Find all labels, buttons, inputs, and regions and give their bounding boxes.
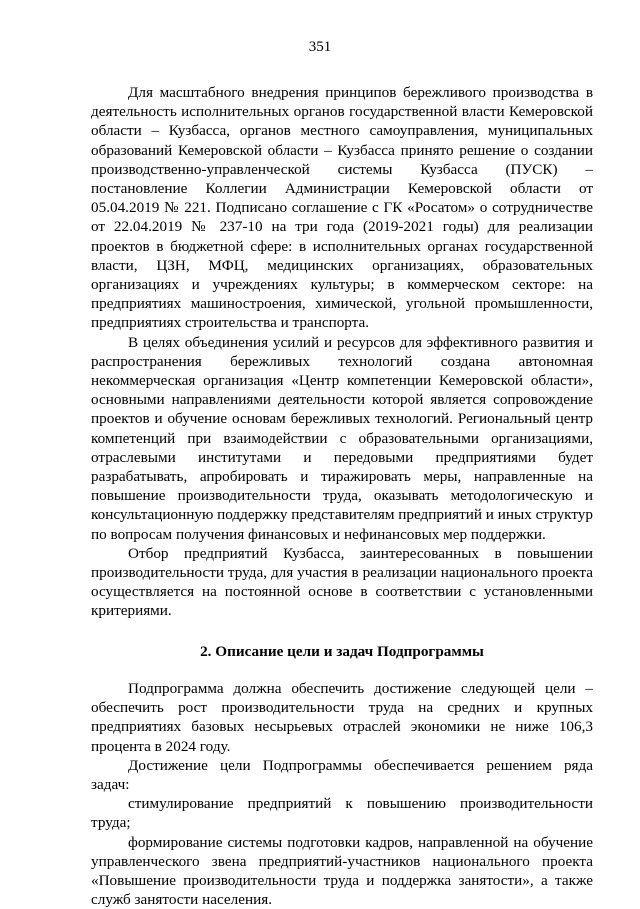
section-heading: 2. Описание цели и задач Подпрограммы xyxy=(200,642,484,660)
page-number: 351 xyxy=(308,39,332,55)
paragraph-lean-production-implementation: Для масштабного внедрения принципов бережливого производства в деятельность исполнительных органов государственной власти Кемеровской области – Кузбасса, органов местного самоуправления, муниципальных образований Кемеровской области – Кузбасса принято решение о создании производственно-управленческой системы Кузбасса (ПУСК) – постановление Коллегии Администрации Кемеровской области от 05.04.2019 № 221. Подписано соглашение с ГК «Росатом» о сотрудничестве от 22.04.2019 № 237-10 на три года (2019-2021 годы) для реализации проектов в бюджетной сфере: в исполнительных органах государственной власти, ЦЗН, МФЦ, медицинских организациях, образовательных организациях и учреждениях культуры; в коммерческом секторе: на предприятиях машиностроения, химической, угольной промышленности, предприятиях строительства и транспорта. xyxy=(91,84,593,332)
paragraph-competence-center: В целях объединения усилий и ресурсов для эффективного развития и распространения бережливых технологий создана автономная некоммерческая организация «Центр компетенции Кемеровской области», основными направлениями деятельности которой является сопровождение проектов и обучение основам бережливых технологий. Региональный центр компетенций при взаимодействии с образовательными организациями, отраслевыми институтами и передовыми предприятиями будет разрабатывать, апробировать и тиражировать меры, направленные на повышение производительности труда, оказывать методологическую и консультационную поддержку представителям предприятий и иных структур по вопросам получения финансовых и нефинансовых мер поддержки. xyxy=(91,333,593,543)
paragraph-task-stimulation: стимулирование предприятий к повышению производительности труда; xyxy=(91,795,593,832)
paragraph-task-training: формирование системы подготовки кадров, направленной на обучение управленческого звена предприятий-участников национального проекта «Повышение производительности труда и поддержка занятости», а также служб занятости населения. xyxy=(91,833,593,909)
document-body xyxy=(91,83,593,909)
paragraph-subprogram-goal: Подпрограмма должна обеспечить достижение следующей цели – обеспечить рост производительности труда на средних и крупных предприятиях базовых несырьевых отраслей экономики не ниже 106,3 процента в 2024 году. xyxy=(91,679,593,755)
paragraph-enterprise-selection: Отбор предприятий Кузбасса, заинтересованных в повышении производительности труда, для участия в реализации национального проекта осуществляется на постоянной основе в соответствии с установленными критериями. xyxy=(91,544,593,620)
paragraph-goal-achievement: Достижение цели Подпрограммы обеспечивается решением ряда задач: xyxy=(91,756,593,793)
